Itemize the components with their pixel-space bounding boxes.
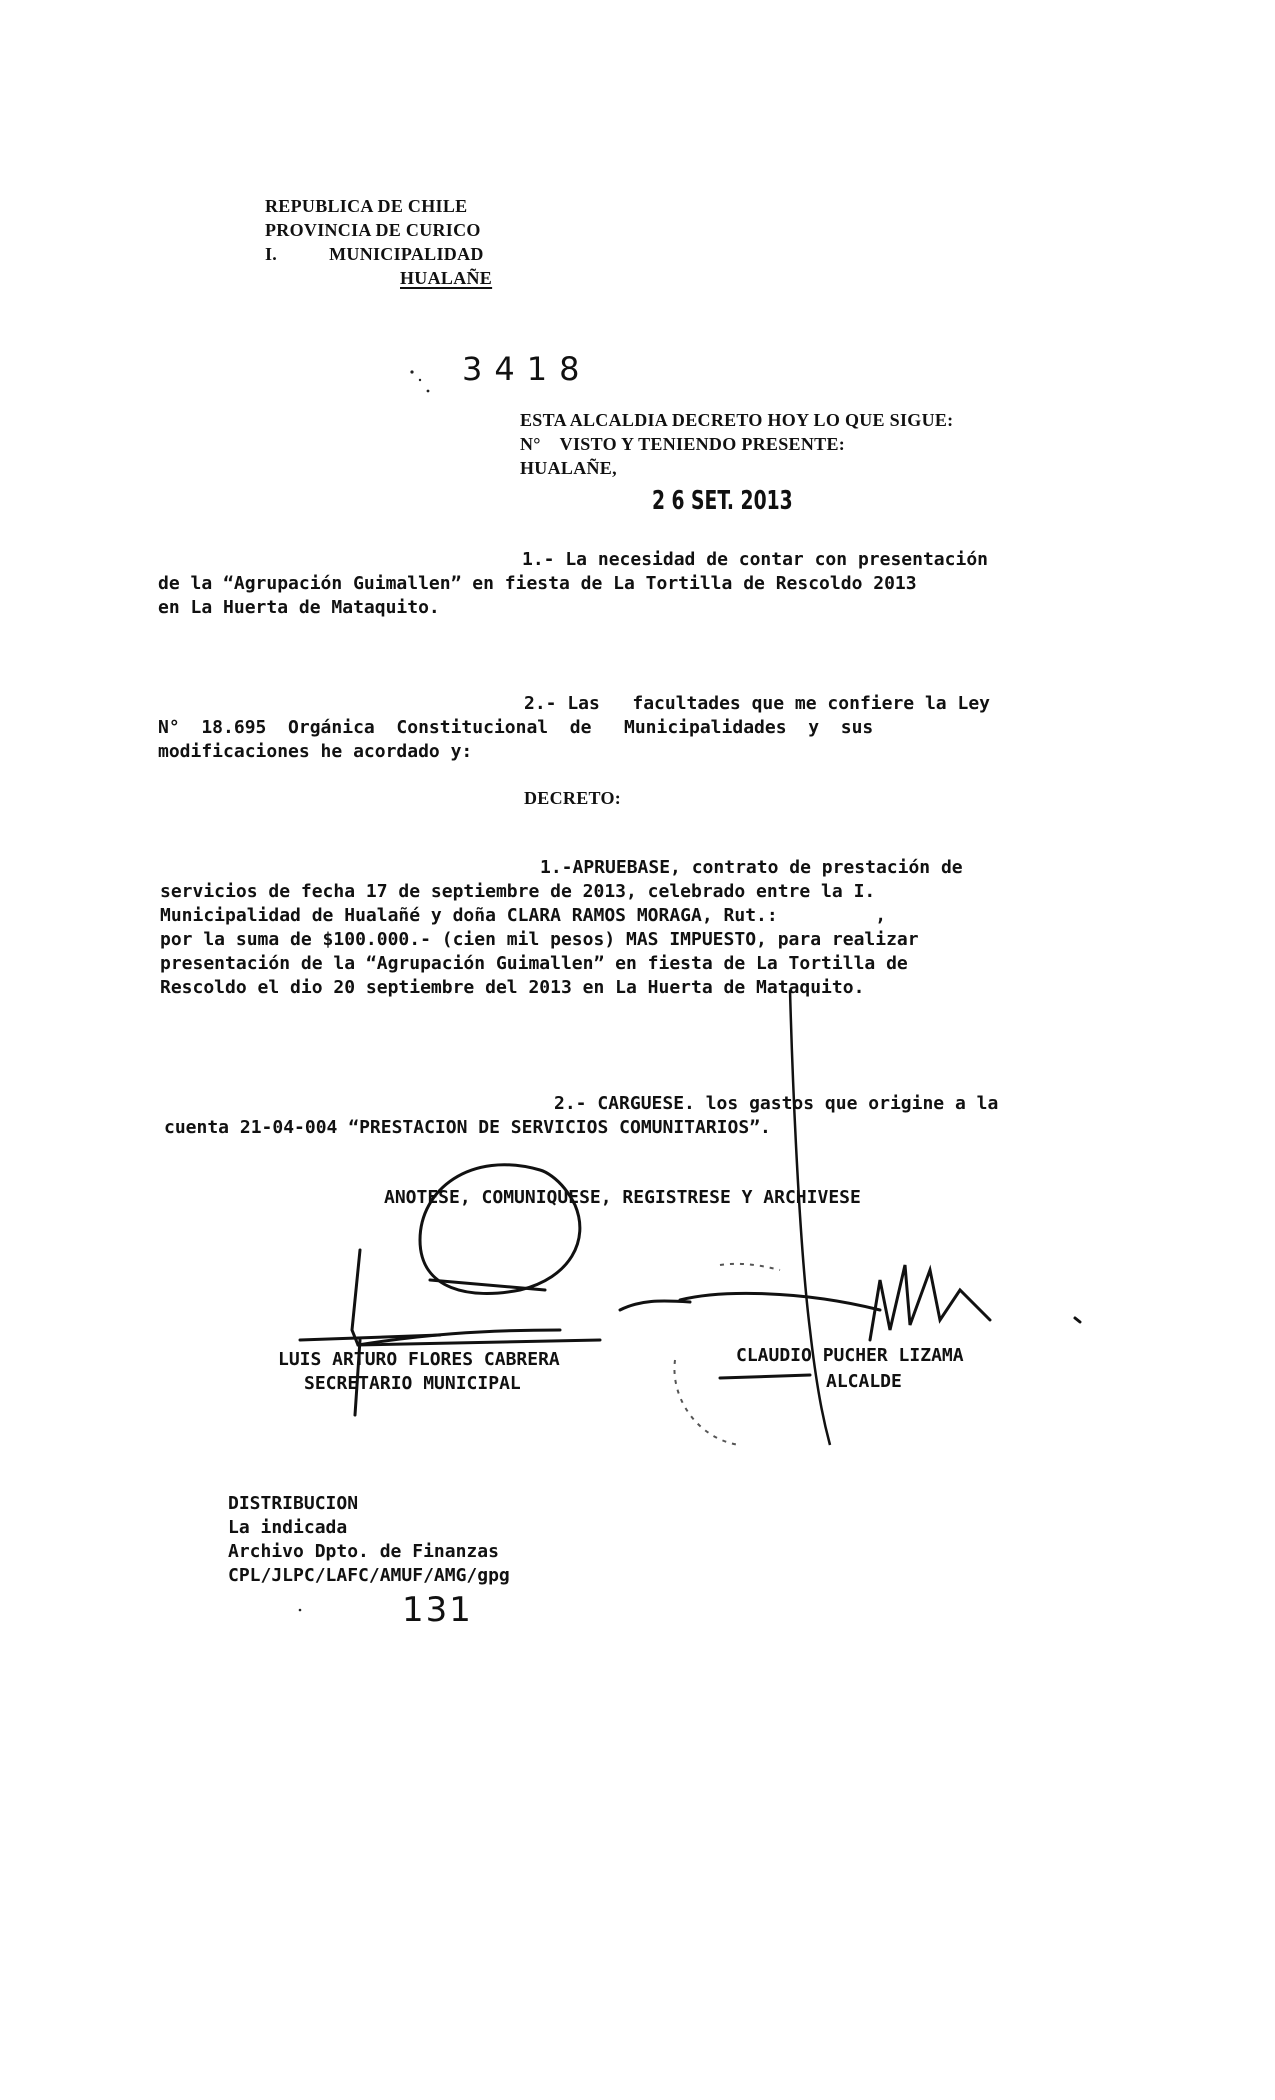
- decreto-heading: DECRETO:: [524, 788, 622, 808]
- decree-number: 3418: [462, 350, 592, 388]
- header-municipality-text: MUNICIPALIDAD: [329, 244, 484, 264]
- decreto-item1-line4: por la suma de $100.000.- (cien mil pesos) MAS IMPUESTO, para realizar: [160, 929, 919, 950]
- header-municipality: [265, 242, 484, 266]
- header-commune: HUALAÑE: [400, 268, 493, 288]
- closing-formula: ANOTESE, COMUNIQUESE, REGISTRESE Y ARCHIVESE: [384, 1187, 861, 1208]
- preamble-line3: HUALAÑE,: [520, 458, 617, 478]
- header-republic: REPUBLICA DE CHILE: [265, 196, 468, 216]
- decreto-item1-line5: presentación de la “Agrupación Guimallen” en fiesta de La Tortilla de: [160, 953, 908, 974]
- left-signatory-name: LUIS ARTURO FLORES CABRERA: [278, 1349, 560, 1370]
- right-signatory-name: CLAUDIO PUCHER LIZAMA: [736, 1345, 964, 1366]
- preamble-line2: N° VISTO Y TENIENDO PRESENTE:: [520, 434, 846, 454]
- distribution-line1: La indicada: [228, 1517, 348, 1538]
- decreto-item1-line1: 1.-APRUEBASE, contrato de prestación de: [540, 857, 963, 878]
- visto-item1-line1: 1.- La necesidad de contar con presentación: [522, 549, 988, 570]
- visto-item1-line3: en La Huerta de Mataquito.: [158, 597, 440, 618]
- preamble-line1: ESTA ALCALDIA DECRETO HOY LO QUE SIGUE:: [520, 410, 954, 430]
- decreto-item1-line3: Municipalidad de Hualañé y doña CLARA RAMOS MORAGA, Rut.: ,: [160, 905, 887, 926]
- decreto-item2-line2: cuenta 21-04-004 “PRESTACION DE SERVICIOS COMUNITARIOS”.: [164, 1117, 771, 1138]
- date-stamp: 2 6 SET. 2013: [652, 486, 793, 516]
- handwritten-folio: 131: [402, 1590, 473, 1630]
- left-signatory-title: SECRETARIO MUNICIPAL: [304, 1373, 521, 1394]
- vertical-signature-stroke: [790, 990, 830, 1445]
- visto-item2-line2: N° 18.695 Orgánica Constitucional de Municipalidades y sus: [158, 717, 874, 738]
- distribution-heading: DISTRIBUCION: [228, 1493, 359, 1514]
- distribution-line2: Archivo Dpto. de Finanzas: [228, 1541, 499, 1562]
- visto-item2-line3: modificaciones he acordado y:: [158, 741, 473, 762]
- visto-item2-line1: 2.- Las facultades que me confiere la Ley: [524, 693, 990, 714]
- decreto-item2-line1: 2.- CARGUESE. los gastos que origine a la: [554, 1093, 999, 1114]
- right-signatory-title: ALCALDE: [826, 1371, 902, 1392]
- decreto-item1-line2: servicios de fecha 17 de septiembre de 2013, celebrado entre la I.: [160, 881, 876, 902]
- visto-item1-line2: de la “Agrupación Guimallen” en fiesta de La Tortilla de Rescoldo 2013: [158, 573, 917, 594]
- header-municipality-prefix: I.: [265, 244, 278, 264]
- distribution-line3: CPL/JLPC/LAFC/AMUF/AMG/gpg: [228, 1565, 510, 1586]
- header-province: PROVINCIA DE CURICO: [265, 220, 481, 240]
- decreto-item1-line6: Rescoldo el dio 20 septiembre del 2013 en La Huerta de Mataquito.: [160, 977, 865, 998]
